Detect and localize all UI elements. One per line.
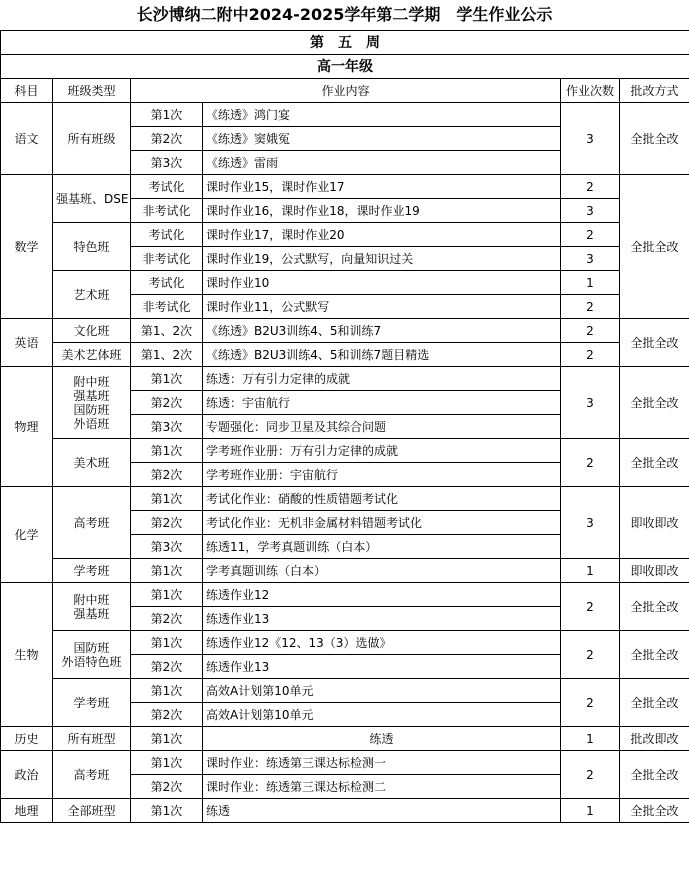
seq-cell: 第1次: [131, 559, 203, 583]
grade-row: [1, 55, 689, 79]
count-cell: 3: [561, 103, 620, 175]
content-cell: 练透: [203, 799, 561, 823]
method-cell: 全批全改: [620, 583, 689, 631]
subject-cell: 英语: [1, 319, 53, 367]
type-cell: 非考试化: [131, 199, 203, 223]
content-cell: 课时作业15，课时作业17: [203, 175, 561, 199]
class-cell: [53, 367, 131, 439]
count-cell: 2: [561, 583, 620, 631]
table-row: [1, 583, 689, 607]
class-cell: [53, 631, 131, 679]
seq-cell: 第1次: [131, 103, 203, 127]
class-cell: 美术艺体班: [53, 343, 131, 367]
class-cell: 所有班级: [53, 103, 131, 175]
header-subject: 科目: [1, 79, 53, 103]
count-cell: 2: [561, 751, 620, 799]
week-row: [1, 31, 689, 55]
type-cell: 考试化: [131, 271, 203, 295]
content-cell: 专题强化：同步卫星及其综合问题: [203, 415, 561, 439]
content-cell: 学考班作业册：宇宙航行: [203, 463, 561, 487]
count-cell: 2: [561, 439, 620, 487]
seq-cell: 第3次: [131, 535, 203, 559]
seq-cell: 第1、2次: [131, 319, 203, 343]
class-cell: 文化班: [53, 319, 131, 343]
type-cell: 非考试化: [131, 295, 203, 319]
class-cell: 学考班: [53, 679, 131, 727]
method-cell: 全批全改: [620, 631, 689, 679]
header-content: 作业内容: [131, 79, 561, 103]
method-cell: 全批全改: [620, 319, 689, 367]
class-line: 外语班: [73, 416, 110, 431]
table-row: [1, 727, 689, 751]
seq-cell: 第2次: [131, 655, 203, 679]
content-cell: 练透：宇宙航行: [203, 391, 561, 415]
count-cell: 2: [561, 295, 620, 319]
content-cell: 《练透》窦娥冤: [203, 127, 561, 151]
content-cell: 课时作业17，课时作业20: [203, 223, 561, 247]
grade-heading: 高一年级: [1, 55, 689, 79]
column-header-row: [1, 79, 689, 103]
method-cell: 全批全改: [620, 799, 689, 823]
class-cell: 学考班: [53, 559, 131, 583]
class-line: 附中班: [73, 374, 110, 389]
content-cell: 练透作业12: [203, 583, 561, 607]
seq-cell: 第1次: [131, 727, 203, 751]
method-cell: 全批全改: [620, 103, 689, 175]
class-cell: 美术班: [53, 439, 131, 487]
content-cell: 课时作业：练透第三课达标检测一: [203, 751, 561, 775]
table-row: [1, 439, 689, 463]
table-row: [1, 559, 689, 583]
class-line: 国防班: [73, 640, 110, 655]
content-cell: 学考真题训练（白本）: [203, 559, 561, 583]
seq-cell: 第2次: [131, 391, 203, 415]
subject-cell: 历史: [1, 727, 53, 751]
content-cell: 练透：万有引力定律的成就: [203, 367, 561, 391]
class-cell: [53, 583, 131, 631]
seq-cell: 第3次: [131, 151, 203, 175]
seq-cell: 第1次: [131, 799, 203, 823]
method-cell: 全批全改: [620, 439, 689, 487]
content-cell: 《练透》B2U3训练4、5和训练7题目精选: [203, 343, 561, 367]
table-row: [1, 343, 689, 367]
seq-cell: 第2次: [131, 463, 203, 487]
content-cell: 练透作业13: [203, 655, 561, 679]
method-cell: 即收即改: [620, 559, 689, 583]
content-cell: 课时作业10: [203, 271, 561, 295]
table-row: [1, 367, 689, 391]
count-cell: 1: [561, 559, 620, 583]
class-line: 国防班: [73, 402, 110, 417]
count-cell: 2: [561, 343, 620, 367]
content-cell: 课时作业19，公式默写，向量知识过关: [203, 247, 561, 271]
method-cell: 全批全改: [620, 367, 689, 439]
table-row: [1, 487, 689, 511]
class-line: 强基班: [73, 388, 110, 403]
content-cell: 考试化作业：硝酸的性质错题考试化: [203, 487, 561, 511]
header-count: 作业次数: [561, 79, 620, 103]
class-cell: 所有班型: [53, 727, 131, 751]
count-cell: 2: [561, 679, 620, 727]
count-cell: 3: [561, 367, 620, 439]
subject-cell: 物理: [1, 367, 53, 487]
subject-cell: 地理: [1, 799, 53, 823]
type-cell: 考试化: [131, 223, 203, 247]
count-cell: 3: [561, 247, 620, 271]
table-row: [1, 631, 689, 655]
week-heading: 第 五 周: [1, 31, 689, 55]
table-row: [1, 103, 689, 127]
class-cell: 全部班型: [53, 799, 131, 823]
content-cell: 高效A计划第10单元: [203, 679, 561, 703]
seq-cell: 第1次: [131, 487, 203, 511]
seq-cell: 第2次: [131, 703, 203, 727]
type-cell: 非考试化: [131, 247, 203, 271]
table-row: [1, 319, 689, 343]
seq-cell: 第1次: [131, 631, 203, 655]
class-line: 附中班: [73, 592, 110, 607]
class-line: 外语特色班: [61, 654, 122, 669]
table-row: [1, 271, 689, 295]
content-cell: 《练透》B2U3训练4、5和训练7: [203, 319, 561, 343]
content-cell: 考试化作业：无机非金属材料错题考试化: [203, 511, 561, 535]
class-cell: 强基班、DSE: [53, 175, 131, 223]
count-cell: 3: [561, 487, 620, 559]
class-cell: 特色班: [53, 223, 131, 271]
seq-cell: 第2次: [131, 775, 203, 799]
subject-cell: 化学: [1, 487, 53, 583]
header-class-type: 班级类型: [53, 79, 131, 103]
seq-cell: 第2次: [131, 607, 203, 631]
homework-table: [0, 30, 689, 823]
method-cell: 全批全改: [620, 751, 689, 799]
table-row: [1, 175, 689, 199]
class-cell: 高考班: [53, 751, 131, 799]
content-cell: 学考班作业册：万有引力定律的成就: [203, 439, 561, 463]
count-cell: 1: [561, 799, 620, 823]
seq-cell: 第1次: [131, 367, 203, 391]
class-line: 强基班: [73, 606, 110, 621]
subject-cell: 政治: [1, 751, 53, 799]
seq-cell: 第1、2次: [131, 343, 203, 367]
count-cell: 1: [561, 727, 620, 751]
subject-cell: 语文: [1, 103, 53, 175]
class-cell: 高考班: [53, 487, 131, 559]
count-cell: 1: [561, 271, 620, 295]
table-row: [1, 223, 689, 247]
content-cell: 课时作业11，公式默写: [203, 295, 561, 319]
content-cell: 练透: [203, 727, 561, 751]
page-title: 长沙博纳二附中2024-2025学年第二学期 学生作业公示: [136, 5, 553, 24]
seq-cell: 第1次: [131, 679, 203, 703]
method-cell: 即收即改: [620, 487, 689, 559]
seq-cell: 第1次: [131, 583, 203, 607]
class-cell: 艺术班: [53, 271, 131, 319]
table-row: [1, 799, 689, 823]
type-cell: 考试化: [131, 175, 203, 199]
method-cell: 全批全改: [620, 679, 689, 727]
seq-cell: 第2次: [131, 127, 203, 151]
content-cell: 《练透》鸿门宴: [203, 103, 561, 127]
count-cell: 2: [561, 631, 620, 679]
table-row: [1, 751, 689, 775]
count-cell: 2: [561, 175, 620, 199]
content-cell: 练透作业12《12、13（3）选做》: [203, 631, 561, 655]
subject-cell: 生物: [1, 583, 53, 727]
content-cell: 练透11，学考真题训练（白本）: [203, 535, 561, 559]
seq-cell: 第1次: [131, 439, 203, 463]
count-cell: 2: [561, 223, 620, 247]
method-cell: 全批全改: [620, 175, 689, 319]
content-cell: 练透作业13: [203, 607, 561, 631]
seq-cell: 第2次: [131, 511, 203, 535]
table-row: [1, 679, 689, 703]
seq-cell: 第1次: [131, 751, 203, 775]
content-cell: 课时作业：练透第三课达标检测二: [203, 775, 561, 799]
seq-cell: 第3次: [131, 415, 203, 439]
count-cell: 2: [561, 319, 620, 343]
method-cell: 批改即改: [620, 727, 689, 751]
subject-cell: 数学: [1, 175, 53, 319]
content-cell: 课时作业16，课时作业18，课时作业19: [203, 199, 561, 223]
header-method: 批改方式: [620, 79, 689, 103]
count-cell: 3: [561, 199, 620, 223]
content-cell: 《练透》雷雨: [203, 151, 561, 175]
content-cell: 高效A计划第10单元: [203, 703, 561, 727]
